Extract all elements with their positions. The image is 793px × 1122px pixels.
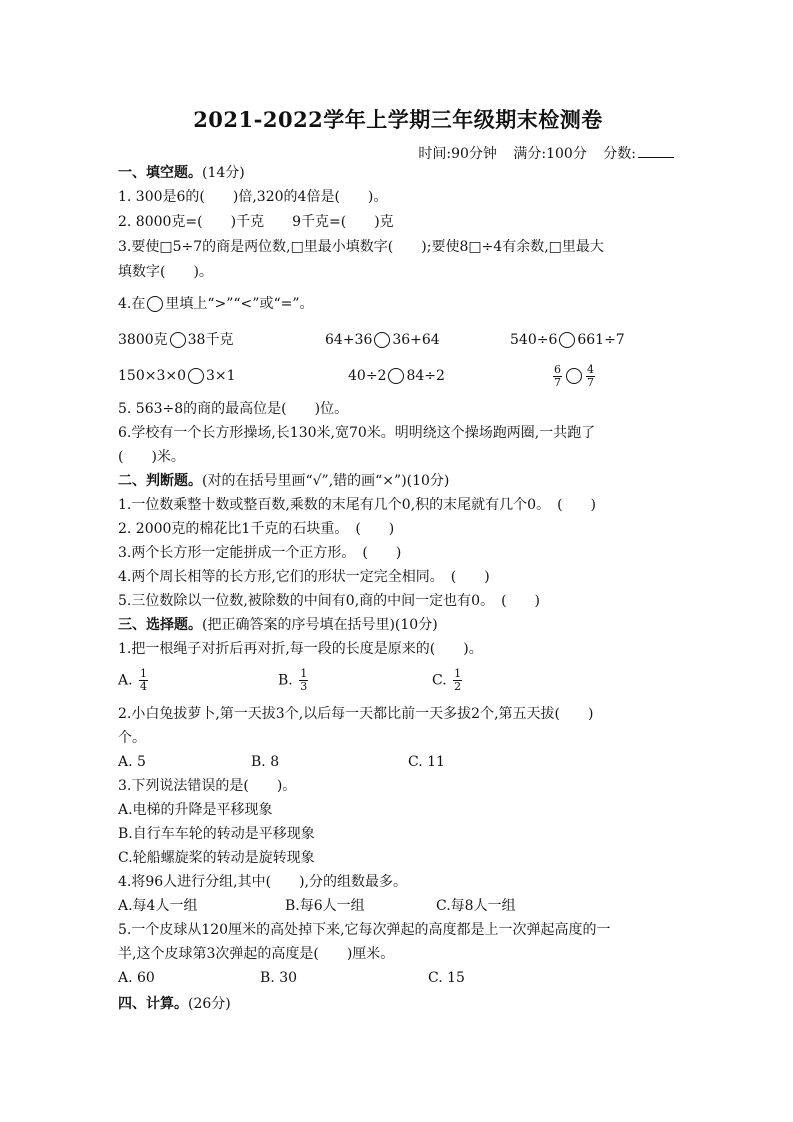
s1-q6-line1: 6.学校有一个长方形操场,长130米,宽70米。明明绕这个操场跑两圈,一共跑了	[118, 425, 596, 441]
s3-q3: 3.下列说法错误的是( )。	[118, 778, 297, 794]
s3-q5-line2: 半,这个皮球第3次弹起的高度是( )厘米。	[118, 946, 395, 962]
compare-circle-input[interactable]	[566, 368, 582, 384]
s1-q6-line2: ( )米。	[118, 449, 185, 465]
compare-circle-input[interactable]	[188, 368, 204, 384]
exam-meta	[406, 143, 674, 163]
s1-q3-line1: 3.要使□5÷7的商是两位数,□里最小填数字( );要使8□÷4有余数,□里最大	[118, 239, 604, 255]
compare-1: 3800克 38千克	[118, 332, 234, 348]
compare-2: 64+36 36+64	[325, 332, 440, 348]
option-b[interactable]: B. 30	[260, 970, 298, 986]
compare-circle-input[interactable]	[170, 332, 186, 348]
s2-q3: 3.两个长方形一定能拼成一个正方形。 ( )	[118, 545, 402, 561]
s1-q1: 1. 300是6的( )倍,320的4倍是( )。	[118, 189, 388, 205]
compare-3: 540÷6 661÷7	[510, 332, 625, 348]
full-score: 满分:100分	[513, 146, 587, 162]
compare-row-2	[118, 363, 678, 389]
compare-4: 150×3×0 3×1	[118, 368, 236, 384]
score-label: 分数:	[603, 146, 674, 162]
compare-row-1	[118, 327, 678, 353]
option-a[interactable]: A.每4人一组	[118, 898, 198, 914]
section-4-heading: 四、计算。(26分)	[118, 996, 231, 1012]
s1-q4: 4.在 里填上“>”“<”或“=”。	[118, 296, 314, 312]
s3-q5-line1: 5.一个皮球从120厘米的高处掉下来,它每次弹起的高度都是上一次弹起高度的一	[118, 922, 611, 938]
compare-circle-input[interactable]	[374, 332, 390, 348]
option-b[interactable]: B.每6人一组	[285, 898, 365, 914]
compare-circle-input[interactable]	[388, 368, 404, 384]
s3-q3-option-a[interactable]: A.电梯的升降是平移现象	[118, 802, 273, 818]
section-1-heading: 一、填空题。(14分)	[118, 165, 245, 181]
s3-q2-options	[118, 750, 678, 776]
option-c[interactable]: C. 11	[408, 754, 445, 770]
option-a[interactable]: A. 60	[118, 970, 155, 986]
fraction: $\frac{6}{7}$	[554, 362, 561, 389]
score-blank[interactable]	[638, 145, 674, 158]
compare-6	[551, 363, 597, 389]
compare-5: 40÷2 84÷2	[348, 368, 445, 384]
s3-q1: 1.把一根绳子对折后再对折,每一段的长度是原来的( )。	[118, 641, 483, 657]
s3-q4-options	[118, 894, 678, 920]
option-c[interactable]: C. 15	[428, 970, 465, 986]
s2-q5: 5.三位数除以一位数,被除数的中间有0,商的中间一定也有0。 ( )	[118, 593, 540, 609]
s3-q5-options	[118, 966, 678, 992]
fraction: $\frac{1}{3}$	[300, 667, 308, 693]
fraction: $\frac{1}{4}$	[140, 667, 148, 693]
option-b[interactable]: B. 8	[251, 754, 280, 770]
time-limit: 时间:90分钟	[418, 146, 497, 162]
exam-title: 2021-2022学年上学期三年级期末检测卷	[193, 107, 603, 132]
s1-q2: 2. 8000克=( )千克 9千克=( )克	[118, 214, 394, 230]
s3-q3-option-c[interactable]: C.轮船螺旋桨的转动是旋转现象	[118, 850, 315, 866]
s3-q2-line2: 个。	[118, 730, 146, 746]
option-a[interactable]: A. $\frac{1}{4}$	[118, 667, 148, 693]
section-3-heading: 三、选择题。(把正确答案的序号填在括号里)(10分)	[118, 617, 438, 633]
option-b[interactable]: B. $\frac{1}{3}$	[278, 667, 308, 693]
s3-q4: 4.将96人进行分组,其中( ),分的组数最多。	[118, 874, 407, 890]
s3-q3-option-b[interactable]: B.自行车车轮的转动是平移现象	[118, 826, 315, 842]
fraction: $\frac{1}{2}$	[454, 667, 462, 693]
s3-q2-line1: 2.小白兔拔萝卜,第一天拔3个,以后每一天都比前一天多拔2个,第五天拔( )	[118, 706, 594, 722]
compare-circle-input[interactable]	[559, 332, 575, 348]
s2-q4: 4.两个周长相等的长方形,它们的形状一定完全相同。 ( )	[118, 569, 490, 585]
s3-q1-options	[118, 668, 678, 694]
option-c[interactable]: C.每8人一组	[436, 898, 516, 914]
option-c[interactable]: C. $\frac{1}{2}$	[432, 667, 462, 693]
fraction: $\frac{4}{7}$	[587, 362, 594, 389]
circle-icon	[147, 296, 163, 312]
section-2-heading: 二、判断题。(对的在括号里画“√”,错的画“×”)(10分)	[118, 473, 450, 489]
s1-q3-line2: 填数字( )。	[118, 264, 213, 280]
option-a[interactable]: A. 5	[118, 754, 146, 770]
s1-q5: 5. 563÷8的商的最高位是( )位。	[118, 401, 349, 417]
s2-q2: 2. 2000克的棉花比1千克的石块重。 ( )	[118, 521, 395, 537]
s2-q1: 1.一位数乘整十数或整百数,乘数的末尾有几个0,积的末尾就有几个0。 ( )	[118, 497, 596, 513]
